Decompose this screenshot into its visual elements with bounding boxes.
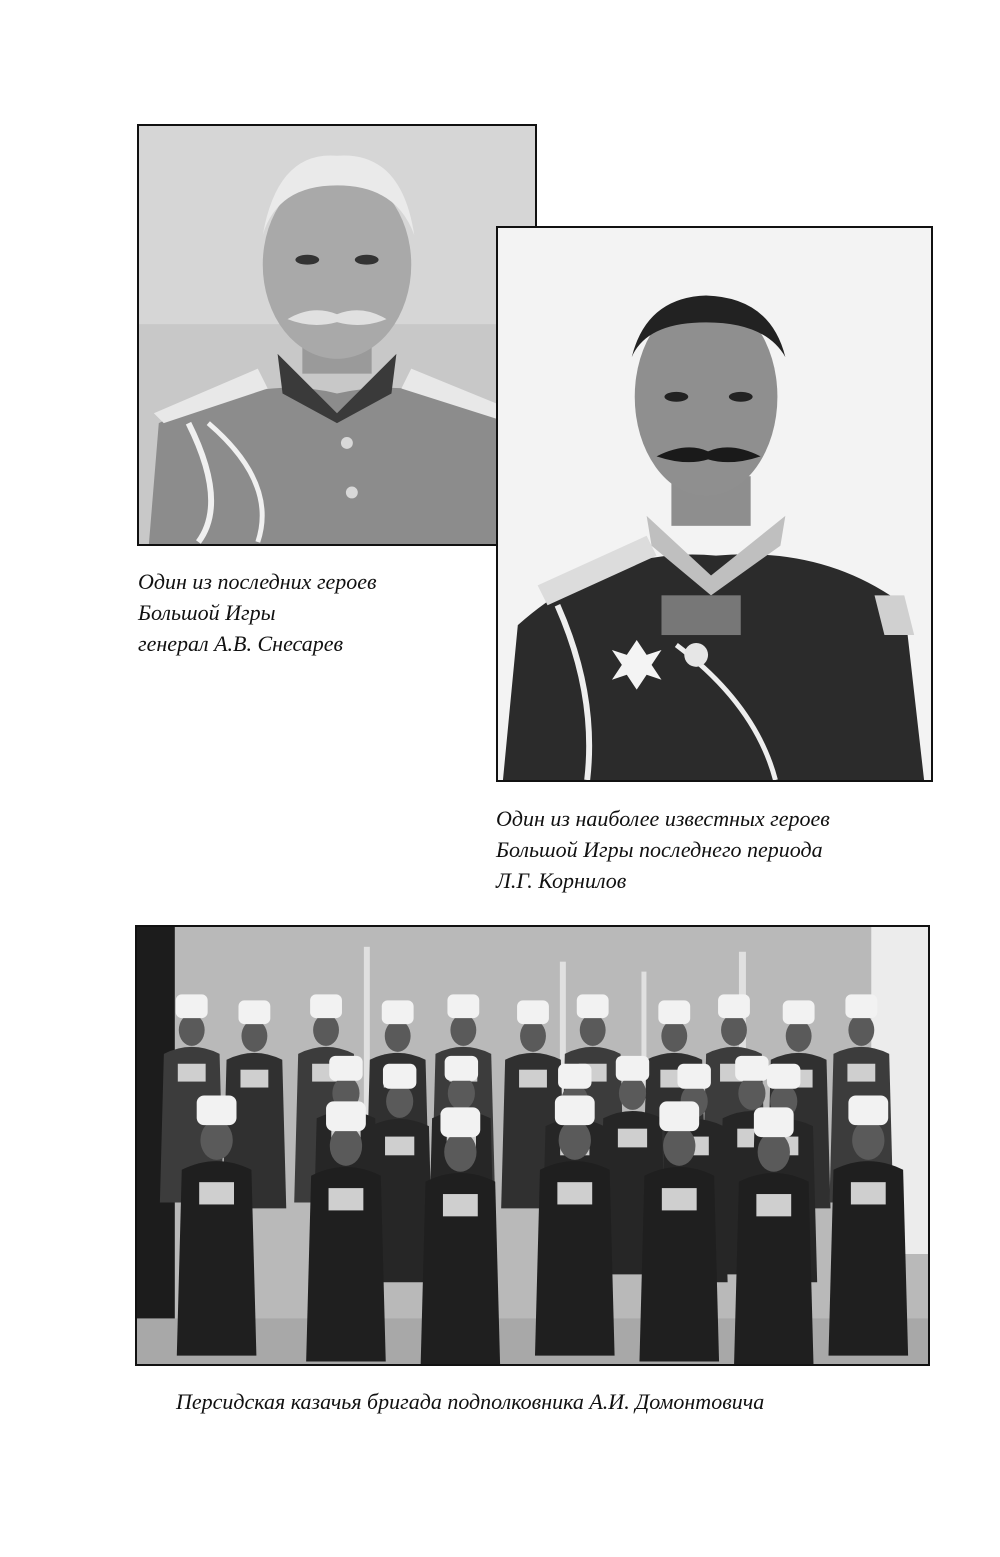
snesarev-caption [138, 566, 377, 659]
kornilov-caption-line-2: Большой Игры последнего периода [496, 837, 823, 862]
kornilov-caption-line-1: Один из наиболее известных героев [496, 806, 830, 831]
brigade-group-photo [135, 925, 930, 1366]
portrait-photo-icon [139, 126, 535, 544]
group-photo-icon [137, 927, 928, 1364]
snesarev-caption-line-3: генерал А.В. Снесарев [138, 631, 344, 656]
snesarev-portrait-photo [137, 124, 537, 546]
brigade-caption-line-1: Персидская казачья бригада подполковника А.И. Домонтовича [176, 1389, 765, 1414]
brigade-caption [176, 1386, 764, 1417]
kornilov-caption [496, 803, 830, 896]
snesarev-caption-line-1: Один из последних героев [138, 569, 377, 594]
portrait-photo-icon [498, 228, 931, 780]
snesarev-caption-line-2: Большой Игры [138, 600, 276, 625]
kornilov-caption-line-3: Л.Г. Корнилов [496, 868, 627, 893]
kornilov-portrait-photo [496, 226, 933, 782]
